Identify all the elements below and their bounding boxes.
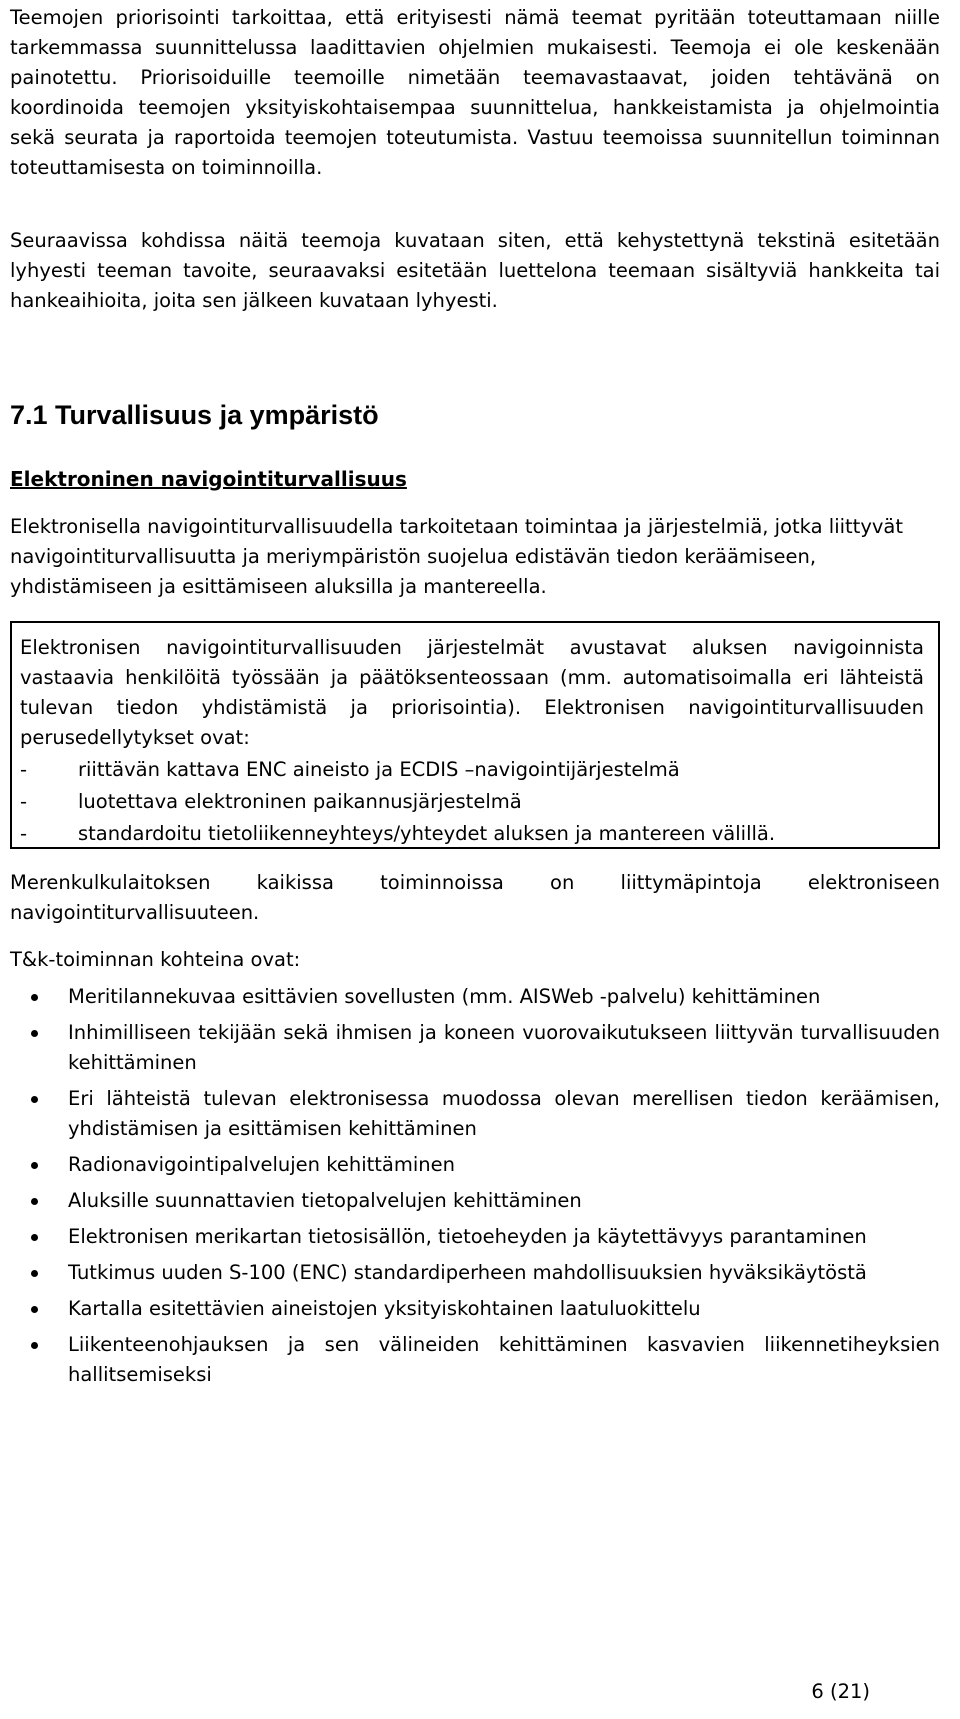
requirement-item: - standardoitu tietoliikenneyhteys/yhteydet aluksen ja mantereen välillä. <box>20 819 924 849</box>
list-item: Eri lähteistä tulevan elektronisessa muodossa olevan merellisen tiedon keräämisen, yhdistämisen ja esittämisen kehittäminen <box>10 1084 940 1144</box>
bullet-icon <box>31 1270 38 1277</box>
list-item: Kartalla esitettävien aineistojen yksityiskohtainen laatuluokittelu <box>10 1294 940 1324</box>
list-item: Inhimilliseen tekijään sekä ihmisen ja koneen vuorovaikutukseen liittyvän turvallisuuden kehittäminen <box>10 1018 940 1078</box>
bullet-icon <box>31 1342 38 1349</box>
requirement-item: - luotettava elektroninen paikannusjärjestelmä <box>20 787 924 817</box>
page-number: 6 (21) <box>811 1680 870 1703</box>
list-item: Tutkimus uuden S-100 (ENC) standardiperheen mahdollisuuksien hyväksikäytöstä <box>10 1258 940 1288</box>
list-item: Radionavigointipalvelujen kehittäminen <box>10 1150 940 1180</box>
section-subheading: Elektroninen navigointiturvallisuus <box>10 467 407 491</box>
list-intro: T&k-toiminnan kohteina ovat: <box>10 948 301 971</box>
dash-marker: - <box>20 790 28 813</box>
bullet-icon <box>31 1234 38 1241</box>
goal-box-text: Elektronisen navigointiturvallisuuden järjestelmät avustavat aluksen navigoinnista vastaavia henkilöitä työssään ja päätöksenteossaan (mm. automatisoimalla eri lähteistä tulevan tiedon yhdistämistä ja priorisointia). Elektronisen navigointiturvallisuuden perusedellytykset ovat: <box>20 636 924 749</box>
interfaces-paragraph: Merenkulkulaitoksen kaikissa toiminnoissa on liittymäpintoja elektroniseen navigointiturvallisuuteen. <box>10 871 940 924</box>
list-item: Meritilannekuvaa esittävien sovellusten (mm. AISWeb -palvelu) kehittäminen <box>10 982 940 1012</box>
bullet-icon <box>31 1096 38 1103</box>
dash-marker: - <box>20 758 28 781</box>
bullet-icon <box>31 1306 38 1313</box>
bullet-icon <box>31 1030 38 1037</box>
list-item: Liikenteenohjauksen ja sen välineiden kehittäminen kasvavien liikennetiheyksien hallitsemiseksi <box>10 1330 940 1390</box>
bullet-icon <box>31 1198 38 1205</box>
requirement-item: - riittävän kattava ENC aineisto ja ECDIS –navigointijärjestelmä <box>20 755 924 785</box>
list-item: Elektronisen merikartan tietosisällön, tietoeheyden ja käytettävyys parantaminen <box>10 1222 940 1252</box>
intro-paragraph-2: Seuraavissa kohdissa näitä teemoja kuvataan siten, että kehystettynä tekstinä esitetään lyhyesti teeman tavoite, seuraavaksi esitetään luettelona teemaan sisältyviä hankkeita tai hankeaihioita, joita sen jälkeen kuvataan lyhyesti. <box>10 229 940 312</box>
definition-paragraph: Elektronisella navigointiturvallisuudella tarkoitetaan toimintaa ja järjestelmiä, jotka liittyvät navigointiturvallisuutta ja meriympäristön suojelua edistävän tiedon keräämiseen, yhdistämiseen ja esittämiseen aluksilla ja mantereella. <box>10 515 903 598</box>
bullet-icon <box>31 994 38 1001</box>
requirements-list <box>20 755 924 849</box>
dash-marker: - <box>20 822 28 845</box>
section-heading: 7.1 Turvallisuus ja ympäristö <box>10 400 379 430</box>
rd-topics-list <box>10 982 940 1396</box>
bullet-icon <box>31 1162 38 1169</box>
list-item: Aluksille suunnattavien tietopalvelujen kehittäminen <box>10 1186 940 1216</box>
intro-paragraph-1: Teemojen priorisointi tarkoittaa, että erityisesti nämä teemat pyritään toteuttamaan niille tarkemmassa suunnittelussa laadittavien ohjelmien mukaisesti. Teemoja ei ole keskenään painotettu. Priorisoiduille teemoille nimetään teemavastaavat, joiden tehtävänä on koordinoida teemojen yksityiskohtaisempaa suunnittelua, hankkeistamista ja ohjelmointia sekä seurata ja raportoida teemojen toteutumista. Vastuu teemoissa suunnitellun toiminnan toteuttamisesta on toiminnoilla. <box>10 6 940 179</box>
goal-box <box>10 621 940 849</box>
